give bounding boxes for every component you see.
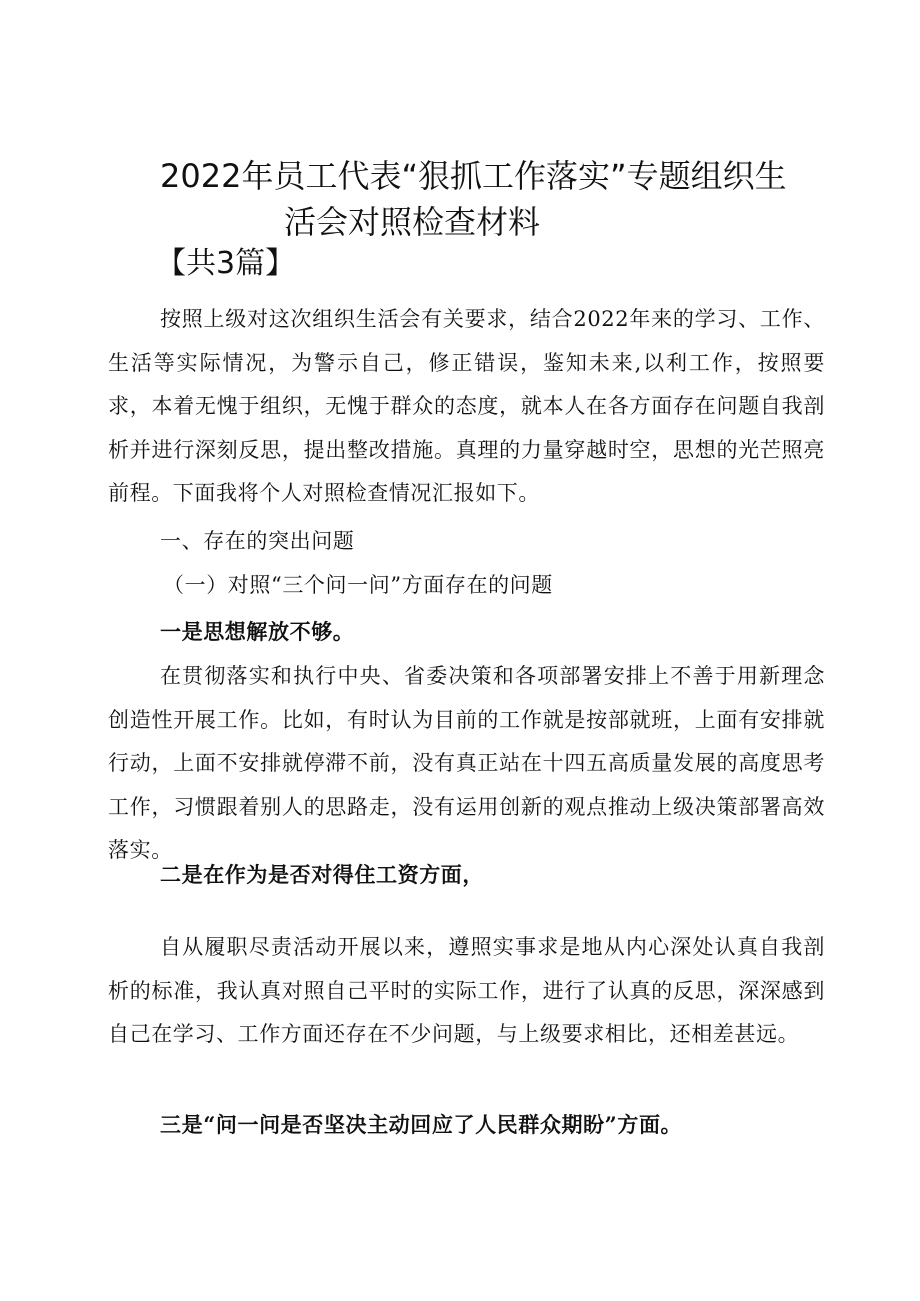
point-one-paragraph: 在贯彻落实和执行中央、省委决策和各项部署安排上不善于用新理念创造性开展工作。比如，有时认为目前的工作就是按部就班，上面有安排就行动，上面不安排就停滞不前，没有真正站在十四五高质量发展的高度思考工作，习惯跟着别人的思路走，没有运用创新的观点推动上级决策部署高效落实。 [108, 664, 825, 863]
title-line-2: 活会对照检查材料 [284, 203, 541, 241]
intro-paragraph: 按照上级对这次组织生活会有关要求，结合2022年来的学习、工作、生活等实际情况，为警示自己，修正错误，鉴知未来,以利工作，按照要求，本着无愧于组织，无愧于群众的态度，就本人在各方面存在问题自我剖析并进行深刻反思，提出整改措施。真理的力量穿越时空，思想的光芒照亮前程。下面我将个人对照检查情况汇报如下。 [108, 307, 825, 506]
subsection-one-heading: （一）对照“三个问一问”方面存在的问题 [163, 573, 553, 597]
section-one-heading: 一、存在的突出问题 [160, 529, 355, 553]
title-line-1: 2022年员工代表“狠抓工作落实”专题组织生 [160, 157, 787, 195]
point-three-heading: 三是“问一问是否坚决主动回应了人民群众期盼”方面。 [160, 1112, 683, 1137]
point-two-heading: 二是在作为是否对得住工资方面， [160, 862, 484, 887]
document-subtitle: 【共3篇】 [156, 246, 296, 281]
point-two-paragraph: 自从履职尽责活动开展以来，遵照实事求是地从内心深处认真自我剖析的标准，我认真对照自己平时的实际工作，进行了认真的反思，深深感到自己在学习、工作方面还存在不少问题，与上级要求相比，还相差甚远。 [108, 935, 825, 1047]
point-one-heading: 一是思想解放不够。 [160, 619, 355, 644]
document-title [160, 153, 840, 245]
